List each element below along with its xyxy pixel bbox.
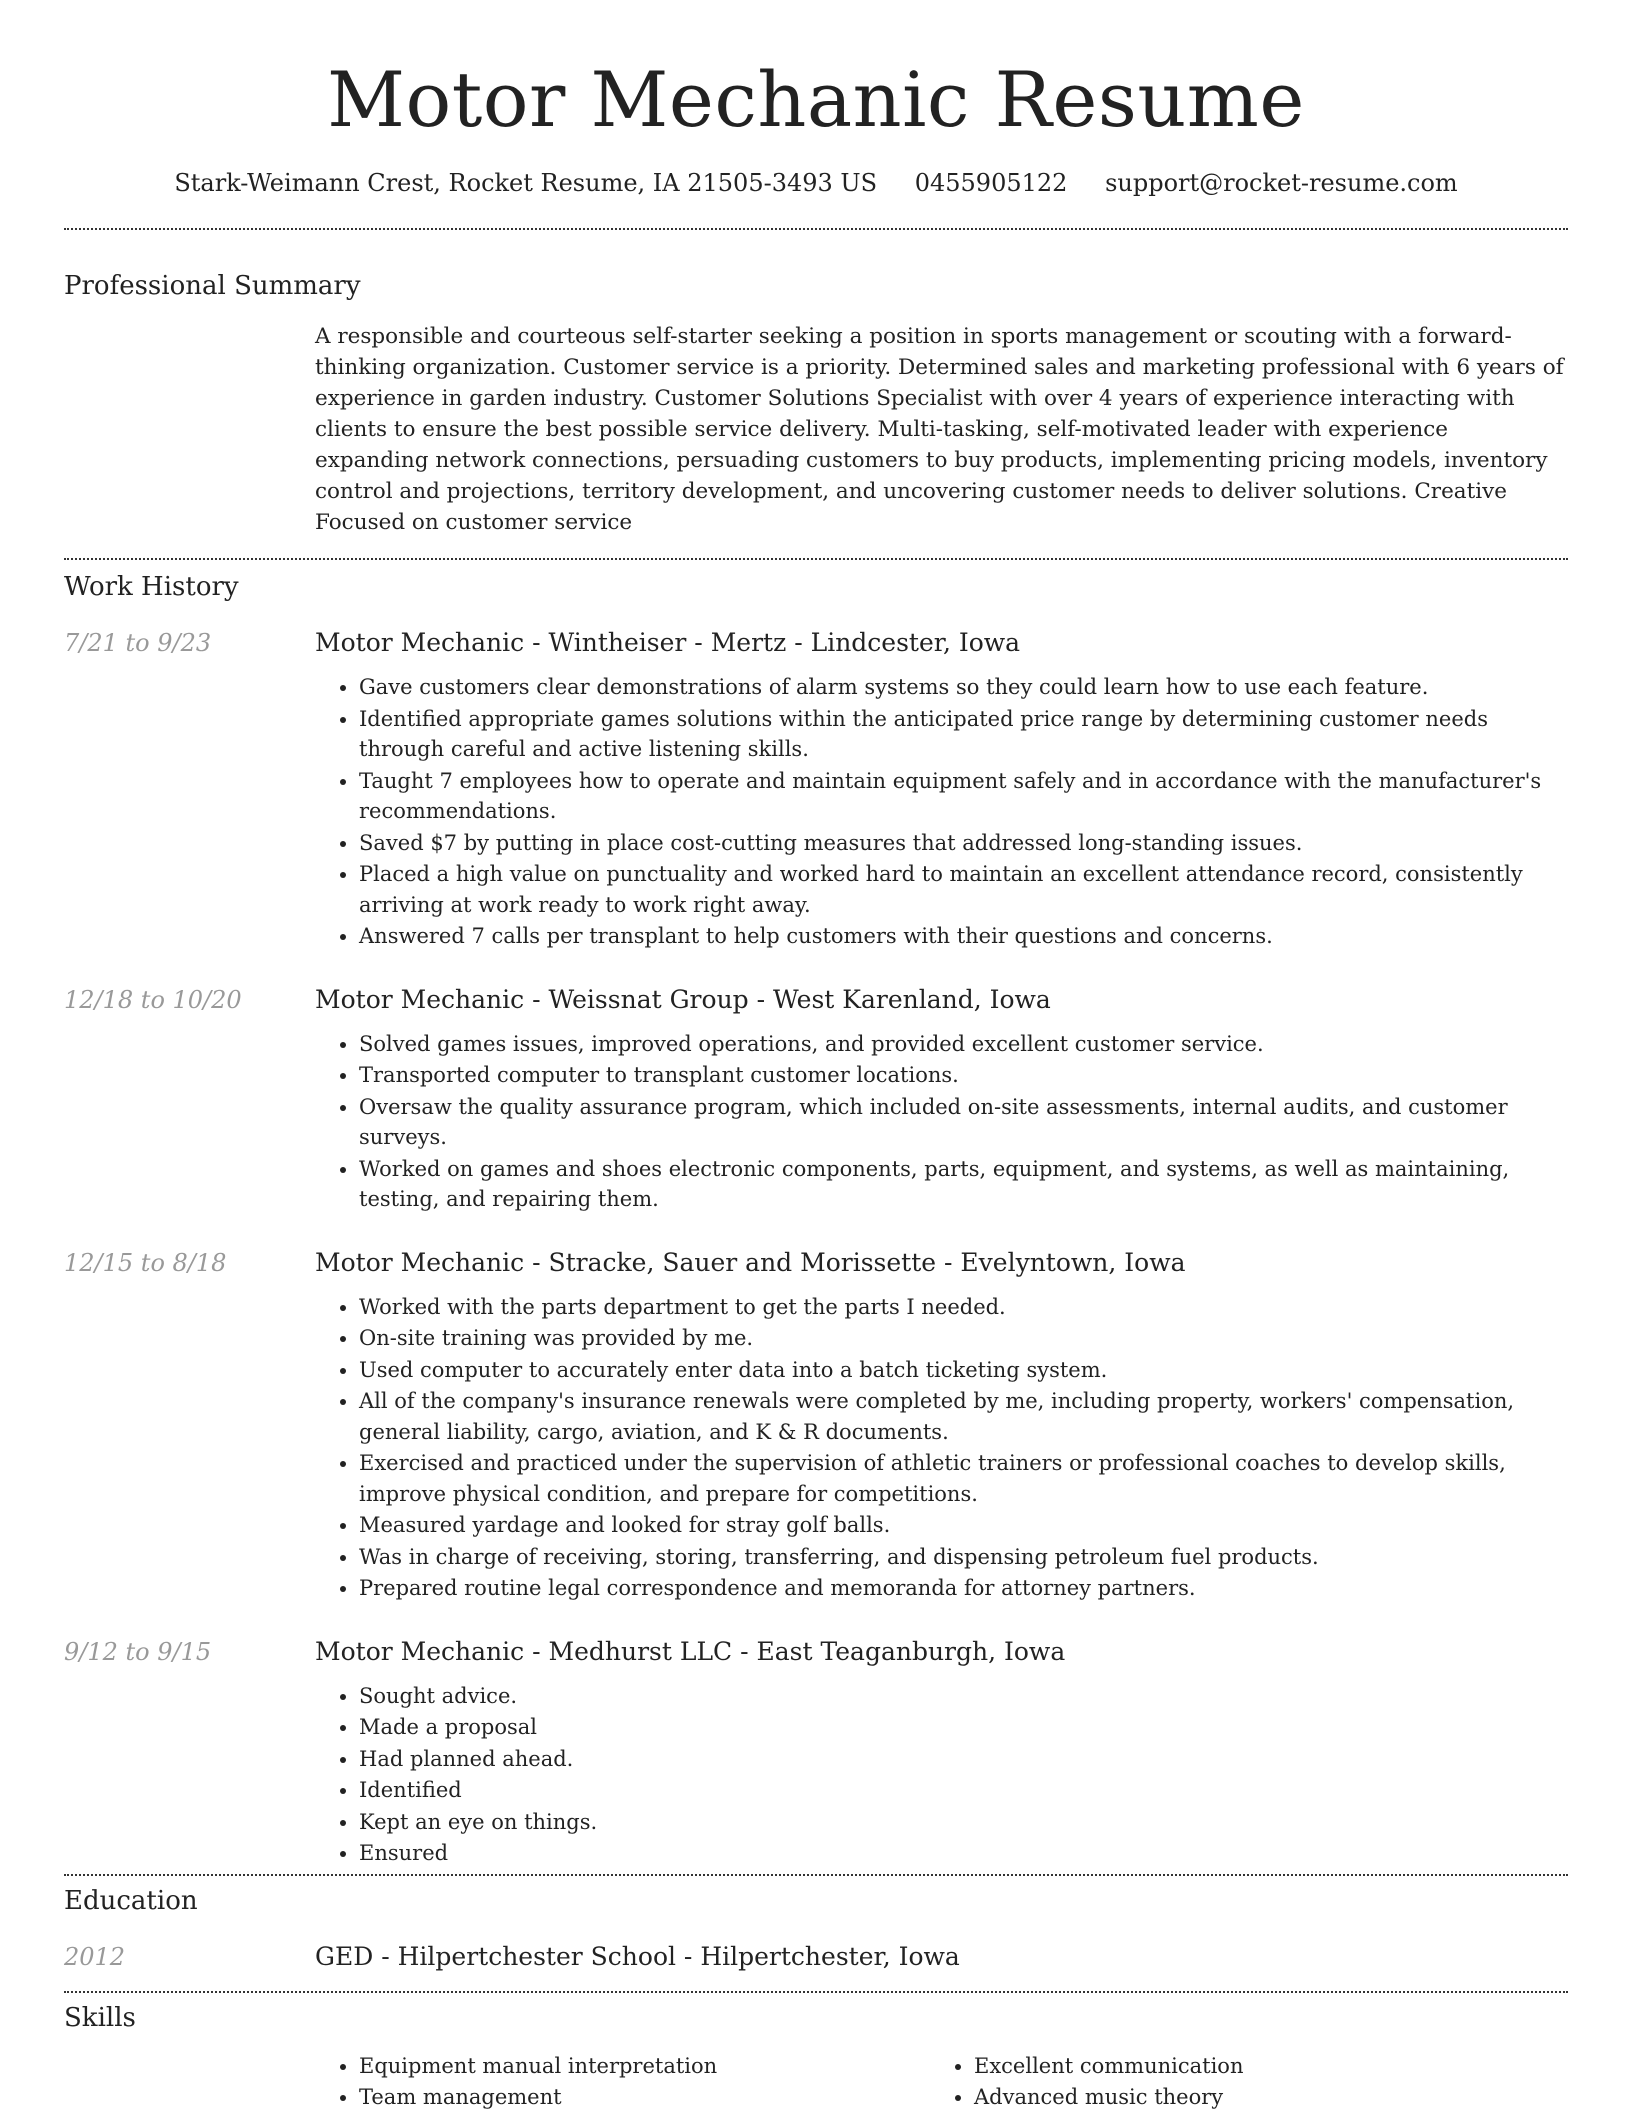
job-duties [315,1681,1568,1869]
job-dates: 12/15 to 8/18 [64,1248,227,1277]
skills-heading: Skills [64,2002,136,2033]
job-title: Motor Mechanic - Weissnat Group - West Karenland, Iowa [315,984,1051,1014]
duty-item: • Kept an eye on things. [359,1807,1568,1838]
education-degree: GED - Hilpertchester School - Hilpertchester, Iowa [315,1941,960,1971]
job-duties [315,672,1568,952]
duty-item: • Was in charge of receiving, storing, transferring, and dispensing petroleum fuel products. [359,1542,1568,1573]
duty-item: • Identified appropriate games solutions within the anticipated price range by determining customer needs through careful and active listening skills. [359,704,1568,765]
job-content [315,1246,1568,1605]
duty-item: • Placed a high value on punctuality and worked hard to maintain an excellent attendance record, consistently arriving at work ready to work right away. [359,859,1568,920]
education-content [315,1940,1568,1974]
section-divider [64,228,1568,230]
duty-item: • Taught 7 employees how to operate and maintain equipment safely and in accordance with the manufacturer's recommendations. [359,766,1568,827]
duty-item: • Prepared routine legal correspondence and memoranda for attorney partners. [359,1573,1568,1604]
education-entry [64,1940,1568,1974]
job-entry [64,983,1568,1216]
duty-item: • Worked with the parts department to get the parts I needed. [359,1292,1568,1323]
duty-item: • Made a proposal [359,1712,1568,1743]
duty-item: • Used computer to accurately enter data into a batch ticketing system. [359,1355,1568,1386]
contact-email: support@rocket-resume.com [1105,169,1458,197]
skill-item: • Equipment manual interpretation [359,2051,930,2082]
duty-item: • Saved $7 by putting in place cost-cutting measures that addressed long-standing issues. [359,828,1568,859]
duty-item: • Oversaw the quality assurance program, which included on-site assessments, internal audits, and customer surveys. [359,1092,1568,1153]
resume-name: Motor Mechanic Resume [327,55,1305,144]
duty-item: • Answered 7 calls per transplant to help customers with their questions and concerns. [359,921,1568,952]
duty-item: • Exercised and practiced under the supervision of athletic trainers or professional coaches to develop skills, improve physical condition, and prepare for competitions. [359,1448,1568,1509]
job-title: Motor Mechanic - Stracke, Sauer and Morissette - Evelyntown, Iowa [315,1247,1186,1277]
education-year: 2012 [64,1942,126,1971]
summary-heading: Professional Summary [64,271,361,301]
job-duties [315,1029,1568,1215]
duty-item: • Measured yardage and looked for stray golf balls. [359,1510,1568,1541]
job-content [315,983,1568,1216]
work-history-heading: Work History [64,572,239,602]
skill-item: • Team management [359,2082,930,2113]
section-divider [64,1874,1568,1876]
job-dates: 7/21 to 9/23 [64,629,212,657]
duty-item: • Gave customers clear demonstrations of alarm systems so they could learn how to use each feature. [359,672,1568,703]
duty-item: • Had planned ahead. [359,1744,1568,1775]
resume-page [64,0,1568,2113]
job-title: Motor Mechanic - Wintheiser - Mertz - Lindcester, Iowa [315,628,1021,657]
skills-column-right [930,2051,1545,2113]
job-title: Motor Mechanic - Medhurst LLC - East Teaganburgh, Iowa [315,1636,1066,1666]
duty-item: • On-site training was provided by me. [359,1323,1568,1354]
job-duties [315,1292,1568,1604]
job-dates: 9/12 to 9/15 [64,1637,212,1666]
job-content [315,1635,1568,1870]
skills-list [315,2051,1568,2113]
job-entry [64,1246,1568,1605]
contact-phone: 0455905122 [914,169,1068,197]
summary-text: A responsible and courteous self-starter seeking a position in sports management or scouting with a forward-thinking organization. Customer service is a priority. Determined sales and marketing professional with 6 years of experience in garden industry. Customer Solutions Specialist with over 4 years of experience interacting with clients to ensure the best possible service delivery. Multi-tasking, self-motivated leader with experience expanding network connections, persuading customers to buy products, implementing pricing models, inventory control and projections, territory development, and uncovering customer needs to deliver solutions. Creative Focused on customer service [315,324,1564,535]
duty-item: • Identified [359,1775,1568,1806]
job-content [315,626,1568,953]
skill-item: • Excellent communication [974,2051,1545,2082]
skill-item: • Advanced music theory [974,2082,1545,2113]
job-entry [64,626,1568,953]
skills-column-left [315,2051,930,2113]
education-heading: Education [64,1885,198,1916]
duty-item: • Transported computer to transplant customer locations. [359,1060,1568,1091]
duty-item: • Worked on games and shoes electronic components, parts, equipment, and systems, as well as maintaining, testing, and repairing them. [359,1154,1568,1215]
contact-address: Stark-Weimann Crest, Rocket Resume, IA 21505-3493 US [174,169,878,197]
job-entry [64,1635,1568,1870]
job-dates: 12/18 to 10/20 [64,985,242,1014]
duty-item: • Solved games issues, improved operations, and provided excellent customer service. [359,1029,1568,1060]
contact-line [64,166,1568,200]
section-divider [64,1991,1568,1993]
duty-item: • Ensured [359,1838,1568,1869]
section-divider [64,558,1568,560]
duty-item: • Sought advice. [359,1681,1568,1712]
duty-item: • All of the company's insurance renewals were completed by me, including property, workers' compensation, general liability, cargo, aviation, and K & R documents. [359,1386,1568,1447]
